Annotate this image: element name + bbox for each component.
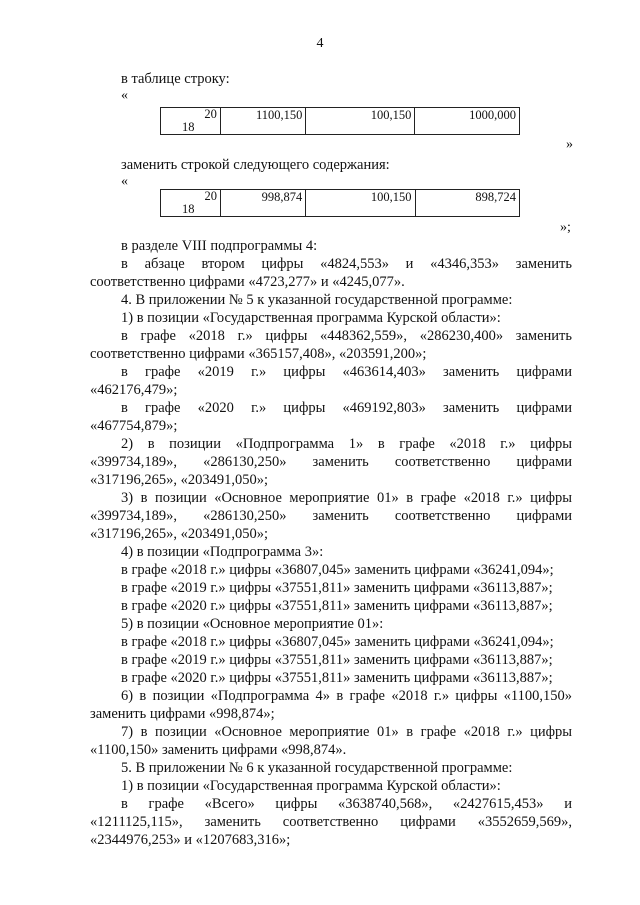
old-row-code (161, 108, 221, 135)
old-row-table (160, 107, 520, 135)
text-line: в графе «Всего» цифры «3638740,568», «2427615,453» и (121, 796, 572, 812)
text-line: 4. В приложении № 5 к указанной государственной программе: (121, 292, 513, 308)
quote-open-2: « (121, 174, 128, 189)
text-line: соответственно цифрами «4723,277» и «4245,077». (90, 274, 405, 290)
replace-line: заменить строкой следующего содержания: (121, 157, 390, 173)
text-line: «1100,150» заменить цифрами «998,874». (90, 742, 347, 758)
text-line: «399734,189», «286130,250» заменить соответственно цифрами (90, 454, 572, 470)
text-line: «2344976,253» и «1207683,316»; (90, 832, 291, 848)
text-line: в графе «2018 г.» цифры «36807,045» заменить цифрами «36241,094»; (121, 634, 554, 650)
text-line: в графе «2018 г.» цифры «36807,045» заменить цифрами «36241,094»; (121, 562, 554, 578)
text-line: в графе «2020 г.» цифры «469192,803» заменить цифрами (121, 400, 572, 416)
text-line: в графе «2018 г.» цифры «448362,559», «286230,400» заменить (121, 328, 572, 344)
text-line: 1) в позиции «Государственная программа Курской области»: (121, 310, 501, 326)
new-row-value-3: 898,724 (415, 190, 519, 217)
old-row-value-1: 1100,150 (220, 108, 305, 135)
text-line: 5) в позиции «Основное мероприятие 01»: (121, 616, 384, 632)
text-line: заменить цифрами «998,874»; (90, 706, 275, 722)
new-row-table (160, 189, 520, 217)
old-row-value-3: 1000,000 (415, 108, 520, 135)
page-number: 4 (316, 36, 324, 51)
text-line: 6) в позиции «Подпрограмма 4» в графе «2018 г.» цифры «1100,150» (121, 688, 572, 704)
text-line: «462176,479»; (90, 382, 178, 398)
text-line: 7) в позиции «Основное мероприятие 01» в графе «2018 г.» цифры (121, 724, 572, 740)
new-row-value-2: 100,150 (306, 190, 415, 217)
text-line: 5. В приложении № 6 к указанной государственной программе: (121, 760, 513, 776)
text-line: 1) в позиции «Государственная программа Курской области»: (121, 778, 501, 794)
quote-open-1: « (121, 88, 128, 103)
quote-close-2: »; (560, 220, 571, 235)
text-line: в графе «2019 г.» цифры «37551,811» заменить цифрами «36113,887»; (121, 580, 553, 596)
text-line: в графе «2020 г.» цифры «37551,811» заменить цифрами «36113,887»; (121, 670, 553, 686)
text-line: «399734,189», «286130,250» заменить соответственно цифрами (90, 508, 572, 524)
text-line: в графе «2020 г.» цифры «37551,811» заменить цифрами «36113,887»; (121, 598, 553, 614)
text-line: в графе «2019 г.» цифры «37551,811» заменить цифрами «36113,887»; (121, 652, 553, 668)
text-line: «317196,265», «203491,050»; (90, 526, 269, 542)
intro-line: в таблице строку: (121, 71, 230, 87)
old-row-code-top: 20 (204, 107, 217, 121)
new-row-code (161, 190, 221, 217)
text-line: 2) в позиции «Подпрограмма 1» в графе «2018 г.» цифры (121, 436, 572, 452)
new-row-code-top: 20 (204, 189, 217, 203)
text-line: «317196,265», «203491,050»; (90, 472, 269, 488)
text-line: соответственно цифрами «365157,408», «203591,200»; (90, 346, 427, 362)
quote-close-1: » (566, 137, 573, 152)
new-row-value-1: 998,874 (220, 190, 305, 217)
text-line: «467754,879»; (90, 418, 178, 434)
old-row-code-bottom: 18 (182, 120, 195, 134)
text-line: в разделе VIII подпрограммы 4: (121, 238, 318, 254)
text-line: 3) в позиции «Основное мероприятие 01» в графе «2018 г.» цифры (121, 490, 572, 506)
old-row-value-2: 100,150 (306, 108, 415, 135)
text-line: 4) в позиции «Подпрограмма 3»: (121, 544, 324, 560)
new-row-code-bottom: 18 (182, 202, 195, 216)
text-line: в графе «2019 г.» цифры «463614,403» заменить цифрами (121, 364, 572, 380)
text-line: в абзаце втором цифры «4824,553» и «4346,353» заменить (121, 256, 572, 272)
text-line: «1211125,115», заменить соответственно цифрами «3552659,569», (90, 814, 572, 830)
